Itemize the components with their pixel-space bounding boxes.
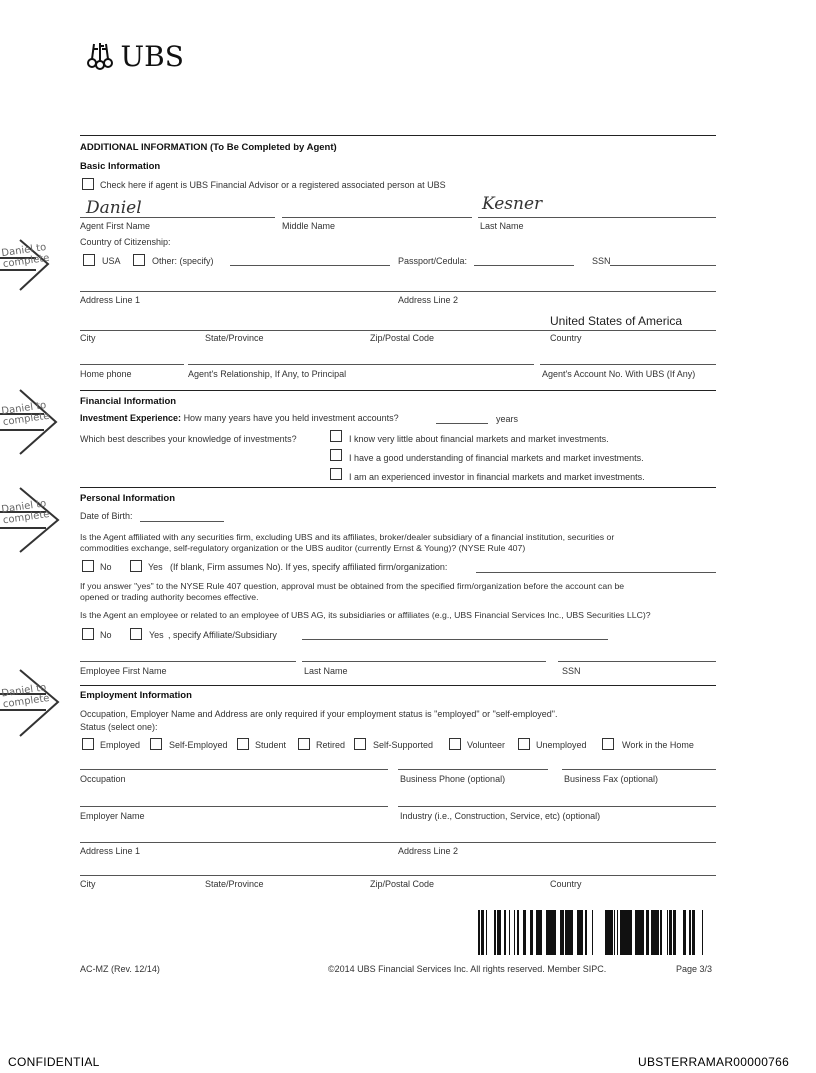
passport-input[interactable] xyxy=(474,265,574,266)
employee-no-checkbox[interactable] xyxy=(82,628,94,640)
emp-address1-label: Address Line 1 xyxy=(80,846,141,856)
basic-info-title: Basic Information xyxy=(80,161,161,172)
first-name-label: Agent First Name xyxy=(80,221,151,231)
knowledge-opt3-checkbox[interactable] xyxy=(330,468,342,480)
status-student-label: Student xyxy=(255,740,287,750)
employee-question: Is the Agent an employee or related to an employee of UBS AG, its subsidiaries or affiliates (e.g., UBS Financial Services Inc., UBS Securities LLC)? xyxy=(80,610,651,620)
dob-input[interactable] xyxy=(140,521,224,522)
citizenship-label: Country of Citizenship: xyxy=(80,237,171,247)
margin-arrow-3 xyxy=(0,482,80,564)
occupation-label: Occupation xyxy=(80,774,126,784)
affiliated-no-label: No xyxy=(100,562,112,572)
status-label: Status (select one): xyxy=(80,722,158,732)
country-value: United States of America xyxy=(550,314,683,328)
affiliated-firm-input[interactable] xyxy=(476,572,716,573)
logo-text: UBS xyxy=(120,40,184,73)
city-label: City xyxy=(80,333,96,343)
employee-ssn-label: SSN xyxy=(562,666,581,676)
bates-number: UBSTERRAMAR00000766 xyxy=(638,1055,790,1069)
page-number: Page 3/3 xyxy=(676,964,713,974)
ubs-logo xyxy=(84,40,184,73)
status-self-supported-label: Self-Supported xyxy=(373,740,434,750)
status-student-checkbox[interactable] xyxy=(237,738,249,750)
usa-label: USA xyxy=(102,256,121,266)
margin-arrow-1 xyxy=(0,228,75,308)
ssn-input[interactable] xyxy=(610,265,716,266)
status-volunteer-label: Volunteer xyxy=(467,740,506,750)
employment-info-title: Employment Information xyxy=(80,690,192,701)
affiliate-input[interactable] xyxy=(302,639,608,640)
affiliate-specify-label: , specify Affiliate/Subsidiary xyxy=(168,630,277,640)
status-unemployed-checkbox[interactable] xyxy=(518,738,530,750)
affiliated-question-1: Is the Agent affiliated with any securities firm, excluding UBS and its affiliates, broker/dealer subsidiary of a financial institution, securities or xyxy=(80,532,615,542)
agent-fa-label: Check here if agent is UBS Financial Advisor or a registered associated person at UBS xyxy=(100,180,446,190)
zip-label: Zip/Postal Code xyxy=(370,333,435,343)
years-input[interactable] xyxy=(436,423,488,424)
emp-address2-label: Address Line 2 xyxy=(398,846,459,856)
affiliated-question-2: commodities exchange, self-regulatory organization or the UBS auditor (currently Ernst & Young)? (NYSE Rule 407) xyxy=(80,543,526,553)
approval-note-1: If you answer "yes" to the NYSE Rule 407 question, approval must be obtained from the specified firm/organization before the account can be xyxy=(80,581,625,591)
copyright: ©2014 UBS Financial Services Inc. All rights reserved. Member SIPC. xyxy=(328,964,607,974)
margin-note-3: Daniel to complete xyxy=(0,498,51,527)
status-employed-label: Employed xyxy=(100,740,141,750)
other-input[interactable] xyxy=(230,265,390,266)
passport-label: Passport/Cedula: xyxy=(398,256,468,266)
ssn-label: SSN xyxy=(592,256,611,266)
address2-label: Address Line 2 xyxy=(398,295,459,305)
margin-note-2: Daniel to complete xyxy=(0,400,51,429)
knowledge-opt2-label: I have a good understanding of financial markets and market investments. xyxy=(349,453,644,463)
margin-arrow-2 xyxy=(0,382,80,464)
dob-label: Date of Birth: xyxy=(80,511,133,521)
margin-arrow-4 xyxy=(0,664,80,746)
barcode-image xyxy=(478,910,712,955)
affiliated-yes-checkbox[interactable] xyxy=(130,560,142,572)
other-checkbox[interactable] xyxy=(133,254,145,266)
financial-info-title: Financial Information xyxy=(80,396,177,407)
first-name-value: Daniel xyxy=(86,198,142,218)
status-work-home-checkbox[interactable] xyxy=(602,738,614,750)
country-label: Country xyxy=(550,333,582,343)
emp-country-label: Country xyxy=(550,879,582,889)
last-name-value: Kesner xyxy=(482,194,543,214)
form-id: AC-MZ (Rev. 12/14) xyxy=(80,964,160,974)
employment-note: Occupation, Employer Name and Address are only required if your employment status is "employed" or "self-employed". xyxy=(80,709,558,719)
affiliated-no-checkbox[interactable] xyxy=(82,560,94,572)
other-label: Other: (specify) xyxy=(152,256,214,266)
employer-name-label: Employer Name xyxy=(80,811,145,821)
knowledge-opt3-label: I am an experienced investor in financial markets and market investments. xyxy=(349,472,645,482)
investment-experience xyxy=(80,413,399,423)
knowledge-question: Which best describes your knowledge of investments? xyxy=(80,434,297,444)
account-label: Agent's Account No. With UBS (If Any) xyxy=(542,369,696,379)
address1-label: Address Line 1 xyxy=(80,295,141,305)
affiliated-yes-label: Yes xyxy=(148,562,163,572)
approval-note-2: opened or trading authority becomes effective. xyxy=(80,592,259,602)
state-label: State/Province xyxy=(205,333,264,343)
years-label: years xyxy=(496,414,519,424)
margin-note-4: Daniel to complete xyxy=(0,682,51,711)
status-retired-checkbox[interactable] xyxy=(298,738,310,750)
affiliated-specify-label: (If blank, Firm assumes No). If yes, specify affiliated firm/organization: xyxy=(170,562,448,572)
employee-first-name-label: Employee First Name xyxy=(80,666,167,676)
status-retired-label: Retired xyxy=(316,740,346,750)
emp-zip-label: Zip/Postal Code xyxy=(370,879,435,889)
industry-label: Industry (i.e., Construction, Service, etc) (optional) xyxy=(400,811,601,821)
middle-name-label: Middle Name xyxy=(282,221,336,231)
status-employed-checkbox[interactable] xyxy=(82,738,94,750)
knowledge-opt1-label: I know very little about financial markets and market investments. xyxy=(349,434,609,444)
margin-note-1: Daniel to complete xyxy=(0,242,51,271)
employee-last-name-label: Last Name xyxy=(304,666,348,676)
business-fax-label: Business Fax (optional) xyxy=(564,774,659,784)
knowledge-opt2-checkbox[interactable] xyxy=(330,449,342,461)
keys-icon xyxy=(84,41,116,73)
last-name-label: Last Name xyxy=(480,221,524,231)
employee-yes-label: Yes xyxy=(149,630,164,640)
knowledge-opt1-checkbox[interactable] xyxy=(330,430,342,442)
section-header: ADDITIONAL INFORMATION (To Be Completed by Agent) xyxy=(80,142,337,153)
status-volunteer-checkbox[interactable] xyxy=(449,738,461,750)
usa-checkbox[interactable] xyxy=(83,254,95,266)
relationship-label: Agent's Relationship, If Any, to Principal xyxy=(188,369,347,379)
status-unemployed-label: Unemployed xyxy=(536,740,587,750)
investment-experience-text: How many years have you held investment accounts? xyxy=(183,413,399,423)
home-phone-label: Home phone xyxy=(80,369,132,379)
emp-state-label: State/Province xyxy=(205,879,264,889)
status-self-employed-label: Self-Employed xyxy=(169,740,228,750)
investment-experience-bold: Investment Experience: xyxy=(80,413,182,423)
employee-no-label: No xyxy=(100,630,112,640)
status-self-supported-checkbox[interactable] xyxy=(354,738,366,750)
employee-yes-checkbox[interactable] xyxy=(130,628,142,640)
personal-info-title: Personal Information xyxy=(80,493,176,504)
status-self-employed-checkbox[interactable] xyxy=(150,738,162,750)
business-phone-label: Business Phone (optional) xyxy=(400,774,506,784)
confidential-label: CONFIDENTIAL xyxy=(8,1055,100,1069)
status-work-home-label: Work in the Home xyxy=(622,740,694,750)
emp-city-label: City xyxy=(80,879,96,889)
agent-fa-checkbox[interactable] xyxy=(82,178,94,190)
